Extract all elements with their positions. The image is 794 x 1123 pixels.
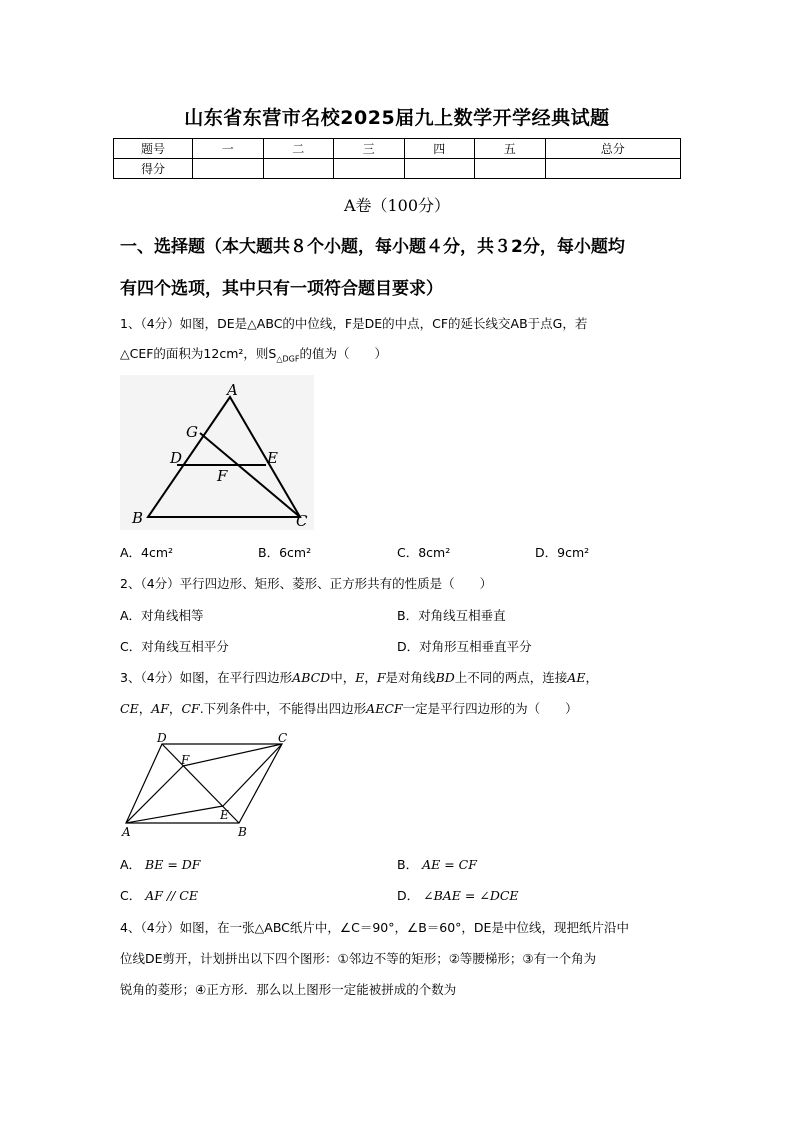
math-term: AF	[151, 701, 169, 716]
paper-part-heading: A卷（100分）	[343, 196, 451, 215]
math-term: F	[376, 670, 386, 685]
question-3-text: ，	[585, 670, 598, 685]
point-label: D	[157, 731, 167, 745]
question-3-text: 中，	[330, 670, 356, 685]
option-d[interactable]: D．9cm²	[535, 545, 590, 560]
option-expression: AE = CF	[422, 857, 477, 872]
question-1-text: △CEF的面积为12cm²，则S	[120, 346, 277, 361]
area-subscript: △DGF	[276, 354, 300, 364]
question-3-text: ，	[138, 701, 152, 716]
score-table-cell: 题号	[114, 139, 193, 159]
question-1-text: 的值为（ ）	[299, 346, 387, 361]
math-term: ABCD	[292, 670, 331, 685]
score-table-cell: 一	[193, 139, 264, 159]
option-expression: BE = DF	[145, 857, 201, 872]
point-label: F	[181, 753, 190, 767]
math-term: AE	[567, 670, 586, 685]
point-label: A	[227, 381, 238, 399]
question-3-text: 一定是平行四边形的为（ ）	[402, 701, 578, 716]
math-term: BD	[435, 670, 455, 685]
question-4-line1: 4、（4分）如图，在一张△ABC纸片中，∠C＝90°，∠B＝60°，DE是中位线，现把纸片沿中	[120, 920, 629, 935]
question-3-line1	[120, 668, 598, 686]
question-3-text: ，	[168, 701, 182, 716]
math-term: E	[355, 670, 365, 685]
point-label: B	[238, 825, 247, 839]
option-label: A．	[120, 857, 142, 872]
option-b[interactable]: B．对角线互相垂直	[397, 608, 506, 623]
score-table-cell: 得分	[114, 159, 193, 179]
segment-ce	[223, 744, 282, 806]
option-label: C．	[120, 888, 142, 903]
option-d[interactable]: D．对角形互相垂直平分	[397, 639, 532, 654]
question-4-line2: 位线DE剪开，计划拼出以下四个图形：①邻边不等的矩形；②等腰梯形；③有一个角为	[120, 951, 597, 966]
option-expression: ∠BAE = ∠DCE	[423, 888, 519, 903]
question-3-text: 3、（4分）如图，在平行四边形	[120, 670, 293, 685]
score-table-score-row	[114, 159, 681, 179]
parallelogram-abcd	[126, 744, 282, 823]
question-3-text: 是对角线	[385, 670, 436, 685]
score-table-cell[interactable]	[475, 159, 546, 179]
point-label: E	[220, 808, 229, 822]
math-term: CE	[120, 701, 139, 716]
option-a[interactable]: A．对角线相等	[120, 608, 204, 623]
option-c[interactable]: C．对角线互相平分	[120, 639, 229, 654]
option-c[interactable]	[120, 886, 198, 904]
segment-cf	[183, 744, 282, 766]
question-1-line2	[120, 344, 387, 364]
score-table-cell[interactable]	[404, 159, 475, 179]
parallelogram-figure	[120, 730, 300, 840]
math-term: AECF	[366, 701, 403, 716]
option-d[interactable]	[397, 886, 519, 904]
option-c[interactable]: C．8cm²	[397, 545, 451, 560]
score-table-cell[interactable]	[263, 159, 334, 179]
section-heading-line2: 有四个选项，其中只有一项符合题目要求）	[120, 279, 443, 299]
score-table-cell: 二	[263, 139, 334, 159]
score-table-cell: 五	[475, 139, 546, 159]
score-table	[113, 138, 681, 179]
option-expression: AF // CE	[145, 888, 198, 903]
score-table-cell[interactable]	[193, 159, 264, 179]
question-3-text: ，	[364, 670, 377, 685]
option-a[interactable]: A．4cm²	[120, 545, 174, 560]
point-label: G	[186, 423, 198, 441]
point-label: C	[296, 512, 308, 530]
question-3-text: 上不同的两点，连接	[454, 670, 568, 685]
option-a[interactable]	[120, 855, 200, 873]
figure-background	[120, 375, 314, 530]
section-heading-line1: 一、选择题（本大题共８个小题，每小题４分，共３2分，每小题均	[120, 237, 625, 257]
question-3-text: .下列条件中，不能得出四边形	[199, 701, 367, 716]
score-table-cell[interactable]	[545, 159, 681, 179]
question-1-line1: 1、（4分）如图，DE是△ABC的中位线，F是DE的中点，CF的延长线交AB于点G，若	[120, 316, 588, 331]
score-table-cell: 四	[404, 139, 475, 159]
score-table-cell[interactable]	[334, 159, 405, 179]
triangle-figure	[120, 375, 314, 530]
point-label: C	[278, 731, 288, 745]
page-title: 山东省东营市名校2025届九上数学开学经典试题	[184, 107, 610, 129]
option-b[interactable]: B．6cm²	[258, 545, 312, 560]
point-label: F	[217, 467, 228, 485]
point-label: A	[122, 825, 131, 839]
point-label: E	[267, 449, 278, 467]
question-2: 2、（4分）平行四边形、矩形、菱形、正方形共有的性质是（ ）	[120, 576, 493, 591]
option-b[interactable]	[397, 855, 477, 873]
point-label: D	[170, 449, 183, 467]
option-label: B．	[397, 857, 419, 872]
point-label: B	[132, 509, 144, 527]
score-table-header-row	[114, 139, 681, 159]
question-4-line3: 锐角的菱形；④正方形．那么以上图形一定能被拼成的个数为	[120, 982, 457, 997]
option-label: D．	[397, 888, 420, 903]
score-table-cell: 三	[334, 139, 405, 159]
math-term: CF	[181, 701, 200, 716]
score-table-cell: 总分	[545, 139, 681, 159]
question-3-line2	[120, 699, 578, 717]
